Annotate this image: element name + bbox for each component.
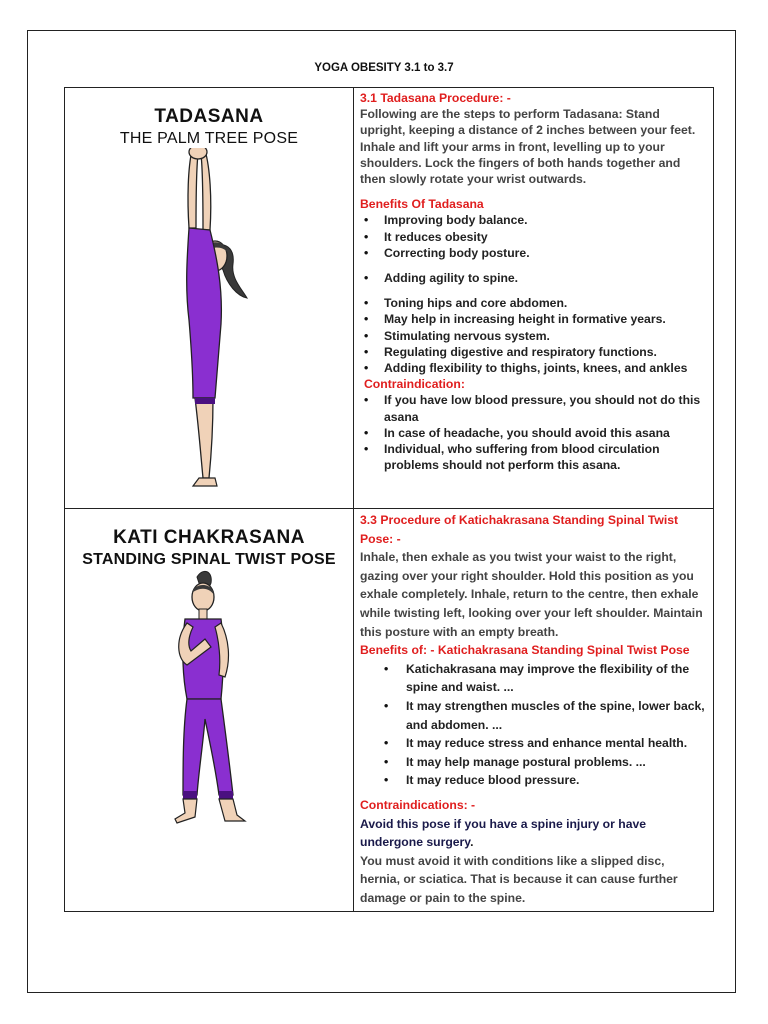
tadasana-heading: 3.1 Tadasana Procedure: - — [360, 91, 511, 105]
tadasana-benefits-list-a — [360, 212, 707, 261]
tadasana-benefits-heading: Benefits Of Tadasana — [360, 197, 484, 212]
katichakrasana-neck — [199, 609, 207, 619]
tadasana-feet — [193, 478, 217, 486]
tadasana-procedure: Following are the steps to perform Tadasana: Stand upright, keeping a distance of 2 inches between your feet. Inhale and lift your arms in front, levelling up to your shoulders. Lock the fingers of both hands together and then slowly rotate your wrist outwards. — [360, 107, 696, 187]
list-item: • Stimulating nervous system. — [360, 328, 707, 344]
katichakrasana-figure — [65, 569, 353, 829]
katichakrasana-contra-main-text: Avoid this pose if you have a spine injury or have undergone surgery — [360, 816, 647, 850]
list-item: • Katichakrasana may improve the flexibility of the spine and waist. ... — [360, 660, 707, 697]
katichakrasana-image-header — [65, 509, 353, 569]
tadasana-figure — [65, 148, 353, 488]
list-item: • It may reduce stress and enhance mental health. — [360, 734, 707, 753]
list-item: • May help in increasing height in formative years. — [360, 311, 707, 327]
list-item: • Improving body balance. — [360, 212, 707, 228]
list-item: • If you have low blood pressure, you should not do this asana — [360, 392, 707, 424]
tadasana-legs — [195, 398, 213, 478]
katichakrasana-legs — [183, 699, 233, 795]
list-item: • It reduces obesity — [360, 229, 707, 245]
katichakrasana-benefits-list — [360, 660, 707, 790]
tadasana-benefits-list-b — [360, 270, 707, 286]
katichakrasana-procedure: Inhale, then exhale as you twist your waist to the right, gazing over your right shoulder. Hold this position as you exhale completely. Inhale, return to the centre, then exhale while twisting left, looking over your left shoulder. Maintain this posture with an empty breath. — [360, 550, 703, 639]
list-item: • Adding agility to spine. — [360, 270, 707, 286]
katichakrasana-benefits-heading: Benefits of: - Katichakrasana Standing Spinal Twist Pose — [360, 643, 690, 658]
katichakrasana-contra-main — [360, 815, 707, 852]
katichakrasana-right-foot — [219, 799, 245, 821]
document-title: YOGA OBESITY 3.1 to 3.7 — [314, 62, 454, 74]
list-item: • It may help manage postural problems. ... — [360, 753, 707, 772]
katichakrasana-contra-extra: You must avoid it with conditions like a slipped disc, hernia, or sciatica. That is because it can cause further damage or pain to the spine. — [360, 853, 678, 905]
katichakrasana-text-cell — [354, 509, 714, 912]
katichakrasana-image-cell — [65, 509, 354, 912]
tadasana-right-arm — [201, 150, 211, 230]
list-item: • In case of headache, you should avoid this asana — [360, 425, 707, 441]
list-item: • Toning hips and core abdomen. — [360, 295, 707, 311]
katichakrasana-image-subtitle: STANDING SPINAL TWIST POSE — [82, 551, 336, 568]
katichakrasana-image-title: KATI CHAKRASANA — [113, 527, 305, 548]
tadasana-benefits-list-c — [360, 295, 707, 376]
tadasana-left-arm — [188, 150, 198, 228]
list-item: • Correcting body posture. — [360, 245, 707, 261]
list-item: • It may strengthen muscles of the spine, lower back, and abdomen. ... — [360, 697, 707, 734]
katichakrasana-contra-main-period: . — [470, 835, 474, 850]
yoga-table — [64, 87, 714, 912]
tadasana-image-header — [65, 88, 353, 148]
list-item: • It may reduce blood pressure. — [360, 771, 707, 790]
katichakrasana-heading: 3.3 Procedure of Katichakrasana Standing Spinal Twist Pose: - — [360, 513, 679, 546]
list-item: • Regulating digestive and respiratory functions. — [360, 344, 707, 360]
tadasana-row — [65, 88, 714, 509]
katichakrasana-left-foot — [175, 799, 197, 823]
katichakrasana-leg-bands — [183, 791, 233, 799]
tadasana-image-cell — [65, 88, 354, 509]
katichakrasana-contra-heading: Contraindications: - — [360, 797, 476, 812]
tadasana-contra-heading: Contraindication: — [364, 377, 465, 392]
tadasana-hands — [189, 148, 207, 159]
tadasana-image-title: TADASANA — [154, 106, 264, 127]
tadasana-leg-band — [195, 398, 215, 404]
tadasana-image-subtitle: THE PALM TREE POSE — [119, 130, 299, 147]
list-item: • Individual, who suffering from blood circulation problems should not perform this asana. — [360, 441, 707, 473]
tadasana-contra-list — [360, 392, 707, 473]
katichakrasana-row — [65, 509, 714, 912]
list-item: • Adding flexibility to thighs, joints, knees, and ankles — [360, 360, 707, 376]
tadasana-text-cell — [354, 88, 714, 509]
